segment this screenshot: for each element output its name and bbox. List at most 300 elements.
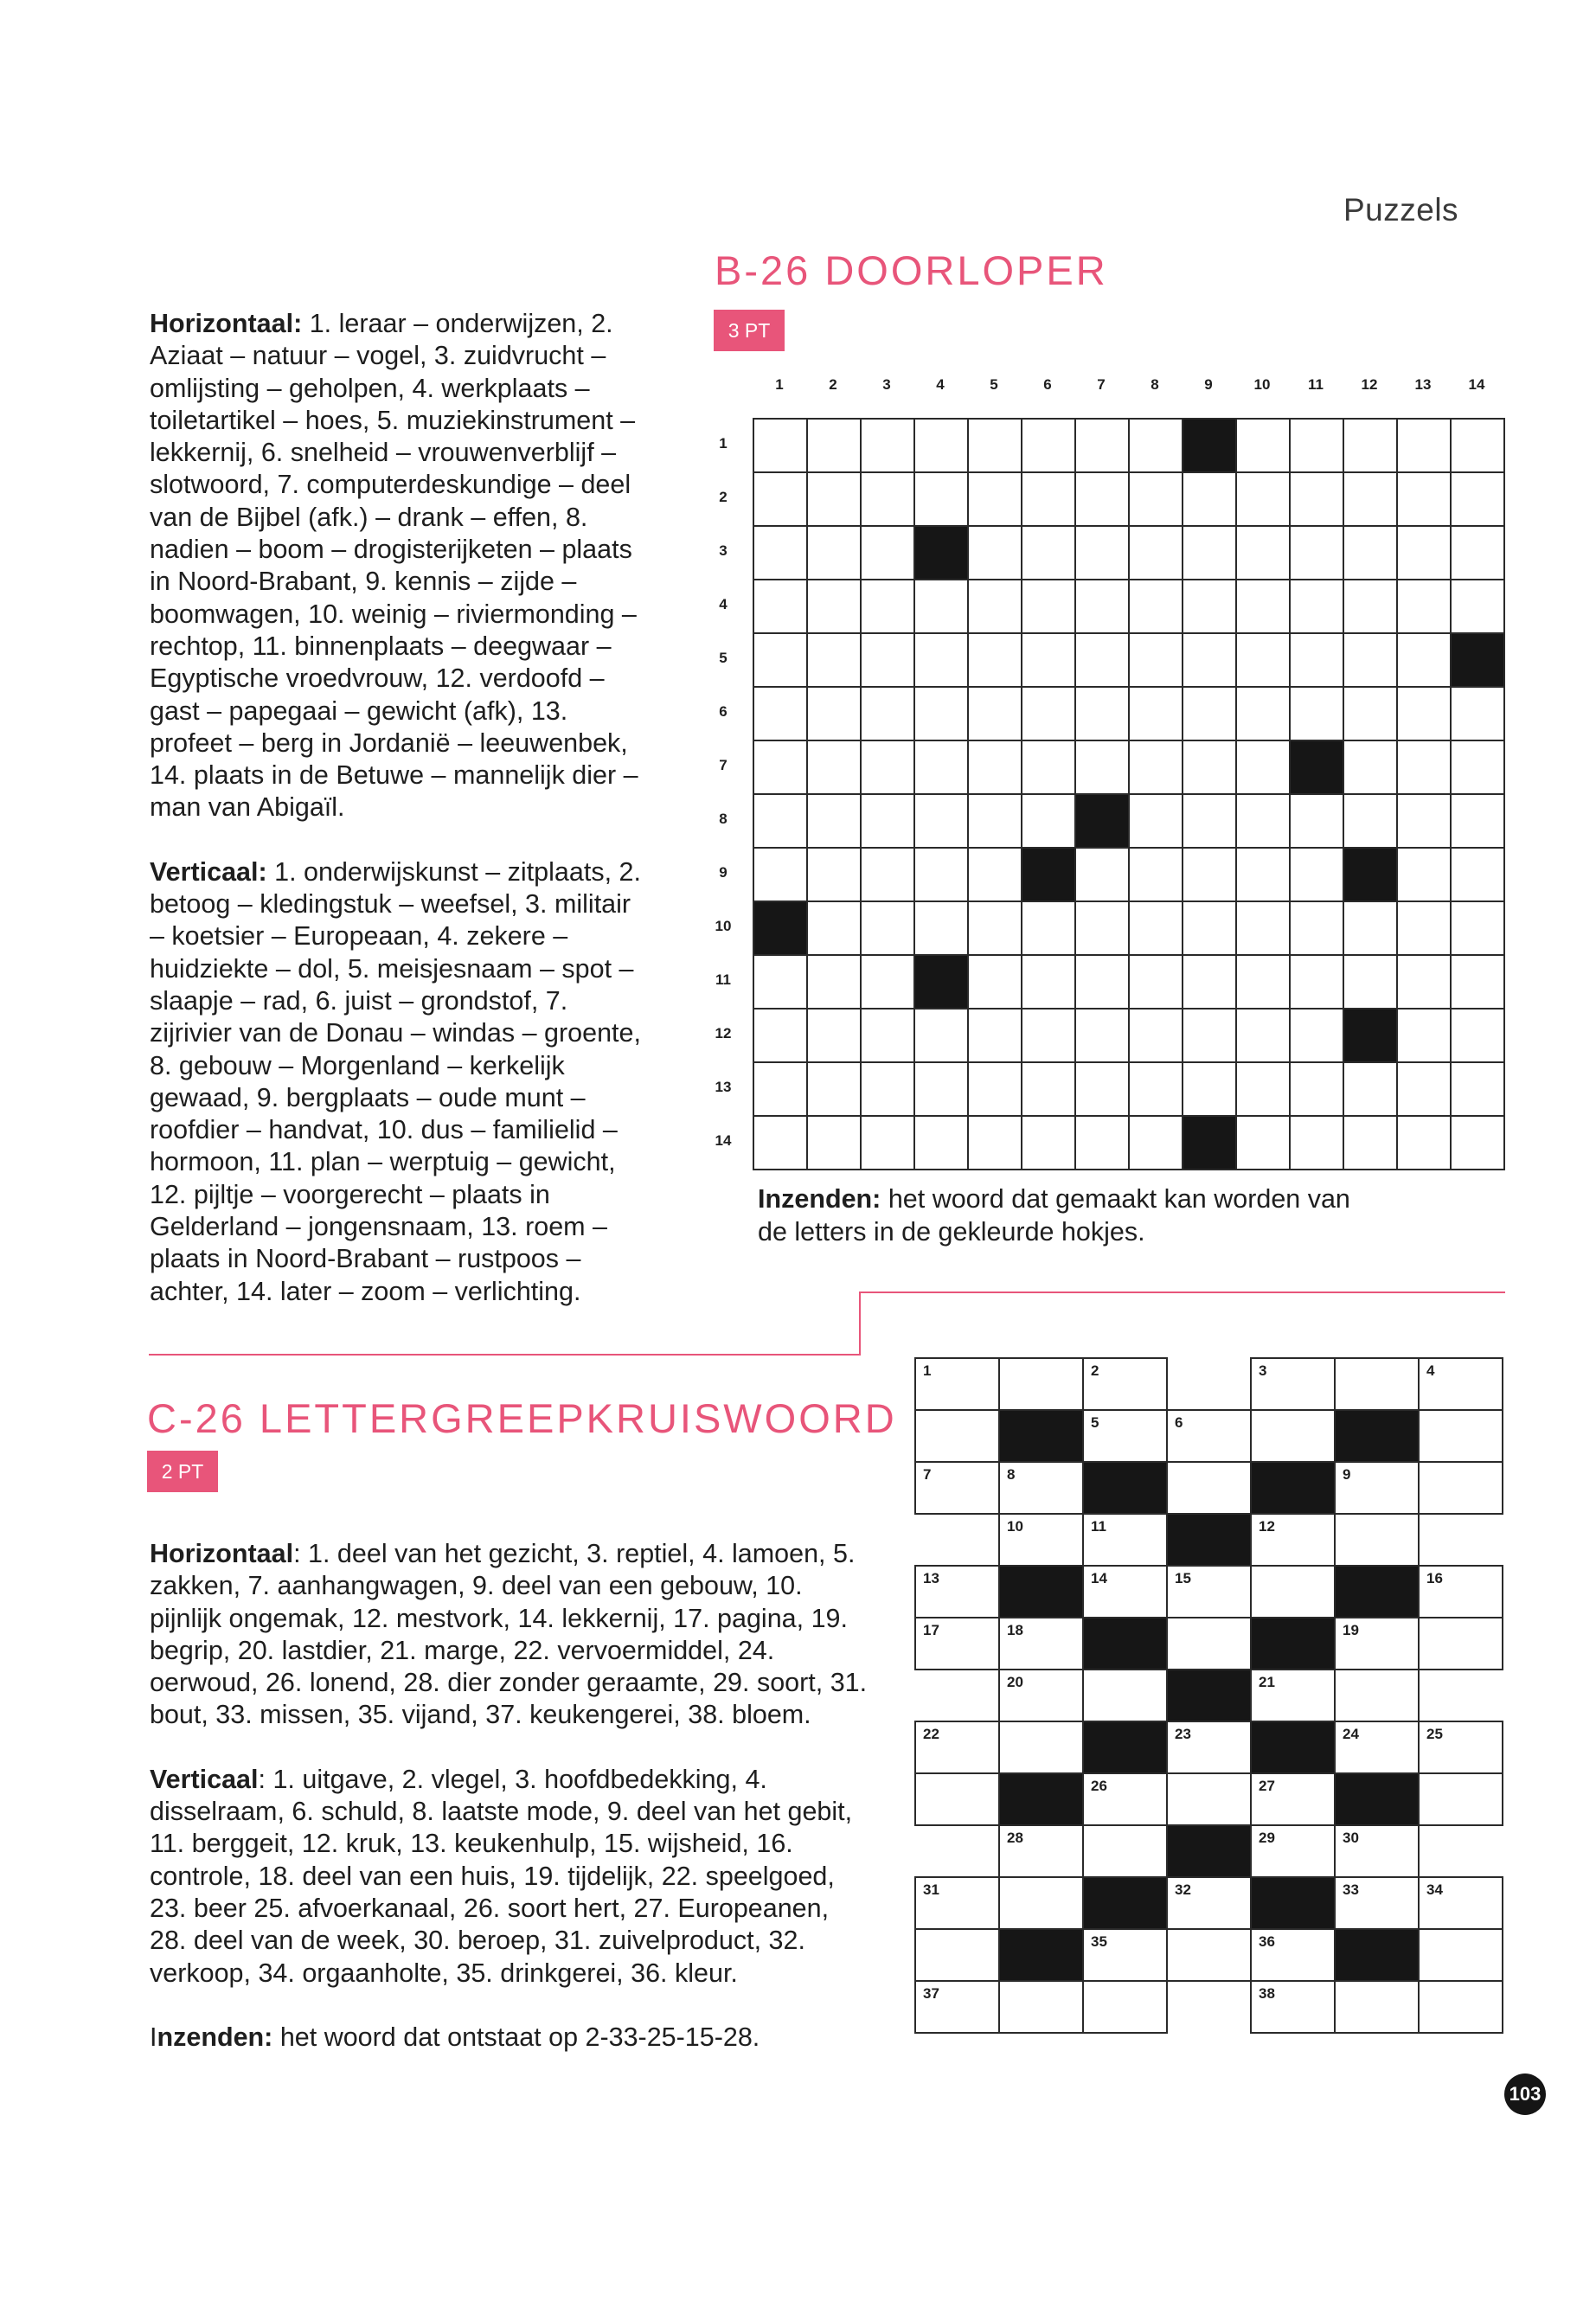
- b26-cell[interactable]: [968, 1009, 1022, 1062]
- b26-cell[interactable]: [1129, 526, 1183, 580]
- b26-cell[interactable]: [1183, 633, 1236, 687]
- c26-cell[interactable]: [1083, 1514, 1167, 1566]
- c26-cell[interactable]: [1251, 1566, 1335, 1618]
- b26-cell[interactable]: [968, 687, 1022, 740]
- c26-empty-space: [1419, 1825, 1503, 1877]
- b26-verticaal-text: 1. onderwijskunst – zitplaats, 2. betoog – kledingstuk – weefsel, 3. militair – koetsier – Europeaan, 4. zekere – huidziekte – dol, 5. meisjesnaam – spot – slaapje – rad, 6. juist – grondstof, 7. zijrivier van de Donau – windas – groente, 8. gebouw – Morgenland – kerkelijk gewaad, 9. bergplaats – oude munt – roofdier – handvat, 10. dus – familielid – hormoon, 11. plan – werptuig – gewicht, 12. pijltje – voorgerecht – plaats in Gelderland – jongensnaam, 13. roem – plaats in Noord-Brabant – rustpoos – achter, 14. later – zoom – verlichting.: [150, 856, 641, 1306]
- c26-cell[interactable]: [915, 1981, 999, 2033]
- c26-cell-number: 18: [1007, 1622, 1023, 1638]
- c26-cell[interactable]: [1419, 1462, 1503, 1514]
- b26-cell[interactable]: [914, 740, 968, 794]
- b26-column-number: 14: [1468, 376, 1485, 393]
- b26-cell[interactable]: [861, 1009, 914, 1062]
- b26-cell[interactable]: [1075, 633, 1129, 687]
- b26-cell[interactable]: [1343, 955, 1397, 1009]
- b26-cell[interactable]: [807, 740, 861, 794]
- b26-cell[interactable]: [861, 687, 914, 740]
- b26-black-cell: [1451, 633, 1504, 687]
- b26-cell[interactable]: [1236, 901, 1290, 955]
- b26-cell[interactable]: [807, 419, 861, 472]
- b26-cell[interactable]: [1183, 740, 1236, 794]
- c26-cell[interactable]: [1419, 1929, 1503, 1981]
- c26-cell[interactable]: [1083, 1410, 1167, 1462]
- b26-cell[interactable]: [753, 687, 807, 740]
- b26-cell[interactable]: [968, 1116, 1022, 1170]
- b26-cell[interactable]: [807, 955, 861, 1009]
- b26-cell[interactable]: [1290, 526, 1343, 580]
- c26-verticaal-text: : 1. uitgave, 2. vlegel, 3. hoofdbedekking, 4. disselraam, 6. schuld, 8. laatste mode, 9. deel van het gebit, 11. berggeit, 12. kruk, 13. keukenhulp, 15. wijsheid, 16. controle, 18. deel van een huis, 19. tijdelijk, 22. speelgoed, 23. beer 25. afvoerkanaal, 26. soort hert, 27. Europeanen, 28. deel van de week, 30. beroep, 31. zuivelproduct, 32. verkoop, 34. orgaanholte, 35. drinkgerei, 36. kleur.: [150, 1764, 853, 1988]
- b26-cell[interactable]: [1075, 472, 1129, 526]
- c26-cell[interactable]: [1167, 1721, 1251, 1773]
- c26-cell[interactable]: [1167, 1566, 1251, 1618]
- b26-cell[interactable]: [914, 1116, 968, 1170]
- c26-cell-number: 34: [1426, 1881, 1443, 1898]
- b26-cell[interactable]: [1451, 740, 1504, 794]
- b26-cell[interactable]: [1397, 901, 1451, 955]
- b26-cell[interactable]: [1236, 1009, 1290, 1062]
- b26-grid-row: [753, 633, 1504, 687]
- b26-cell[interactable]: [807, 1116, 861, 1170]
- c26-cell[interactable]: [1251, 1410, 1335, 1462]
- b26-cell[interactable]: [807, 1062, 861, 1116]
- b26-cell[interactable]: [1075, 526, 1129, 580]
- c26-horizontaal-text: : 1. deel van het gezicht, 3. reptiel, 4. lamoen, 5. zakken, 7. aanhangwagen, 9. deel van een gebouw, 10. pijnlijk ongemak, 12. mestvork, 14. lekkernij, 17. pagina, 19. begrip, 20. lastdier, 21. marge, 22. vervoermiddel, 24. oerwoud, 26. lonend, 28. dier zonder geraamte, 29. soort, 31. bout, 33. missen, 35. vijand, 37. keukengerei, 38. bloem.: [150, 1539, 868, 1730]
- c26-empty-space: [915, 1514, 999, 1566]
- c26-cell[interactable]: [1251, 1929, 1335, 1981]
- b26-cell[interactable]: [1022, 955, 1075, 1009]
- b26-cell[interactable]: [807, 901, 861, 955]
- c26-cell[interactable]: [915, 1773, 999, 1825]
- b26-cell[interactable]: [1129, 901, 1183, 955]
- b26-cell[interactable]: [1397, 848, 1451, 901]
- c26-cell[interactable]: [1419, 1566, 1503, 1618]
- b26-cell[interactable]: [1075, 740, 1129, 794]
- b26-cell[interactable]: [1236, 633, 1290, 687]
- c26-cell-number: 15: [1175, 1570, 1191, 1586]
- b26-cell[interactable]: [968, 633, 1022, 687]
- b26-cell[interactable]: [1129, 848, 1183, 901]
- c26-cell[interactable]: [915, 1618, 999, 1670]
- b26-cell[interactable]: [1290, 848, 1343, 901]
- b26-cell[interactable]: [1236, 419, 1290, 472]
- b26-cell[interactable]: [861, 955, 914, 1009]
- b26-cell[interactable]: [753, 633, 807, 687]
- b26-cell[interactable]: [1343, 794, 1397, 848]
- b26-grid-row: [753, 580, 1504, 633]
- b26-cell[interactable]: [1397, 740, 1451, 794]
- b26-cell[interactable]: [1397, 633, 1451, 687]
- b26-cell[interactable]: [1075, 419, 1129, 472]
- b26-horizontaal-label: Horizontaal:: [150, 309, 303, 338]
- c26-cell[interactable]: [1167, 1410, 1251, 1462]
- c26-horizontaal: [150, 1538, 868, 1732]
- b26-cell[interactable]: [1075, 901, 1129, 955]
- b26-cell[interactable]: [1075, 955, 1129, 1009]
- c26-cell[interactable]: [1251, 1981, 1335, 2033]
- b26-cell[interactable]: [1022, 472, 1075, 526]
- b26-cell[interactable]: [914, 1009, 968, 1062]
- c26-black-cell: [1083, 1721, 1167, 1773]
- b26-cell[interactable]: [1236, 1116, 1290, 1170]
- b26-cell[interactable]: [753, 794, 807, 848]
- b26-cell[interactable]: [914, 419, 968, 472]
- b26-cell[interactable]: [1075, 687, 1129, 740]
- c26-cell-number: 25: [1426, 1726, 1443, 1742]
- c26-grid-row: [915, 1877, 1503, 1929]
- b26-cell[interactable]: [1183, 794, 1236, 848]
- b26-cell[interactable]: [1022, 901, 1075, 955]
- b26-grid-row: [753, 472, 1504, 526]
- b26-cell[interactable]: [1397, 1116, 1451, 1170]
- b26-cell[interactable]: [1022, 419, 1075, 472]
- b26-cell[interactable]: [753, 740, 807, 794]
- b26-cell[interactable]: [753, 580, 807, 633]
- b26-cell[interactable]: [1290, 955, 1343, 1009]
- b26-cell[interactable]: [1290, 794, 1343, 848]
- b26-cell[interactable]: [807, 687, 861, 740]
- b26-cell[interactable]: [1343, 419, 1397, 472]
- b26-cell[interactable]: [914, 687, 968, 740]
- b26-cell[interactable]: [1290, 1009, 1343, 1062]
- b26-cell[interactable]: [807, 526, 861, 580]
- b26-cell[interactable]: [1183, 526, 1236, 580]
- b26-cell[interactable]: [1397, 1062, 1451, 1116]
- c26-cell[interactable]: [1419, 1410, 1503, 1462]
- b26-cell[interactable]: [1129, 955, 1183, 1009]
- b26-cell[interactable]: [1451, 794, 1504, 848]
- b26-cell[interactable]: [1236, 687, 1290, 740]
- c26-cell[interactable]: [1335, 1825, 1419, 1877]
- b26-cell[interactable]: [1451, 901, 1504, 955]
- b26-cell[interactable]: [1129, 633, 1183, 687]
- b26-cell[interactable]: [1343, 740, 1397, 794]
- b26-cell[interactable]: [1290, 580, 1343, 633]
- b26-cell[interactable]: [1022, 580, 1075, 633]
- c26-black-cell: [1167, 1670, 1251, 1721]
- b26-cell[interactable]: [1183, 848, 1236, 901]
- b26-cell[interactable]: [1183, 580, 1236, 633]
- c26-cell[interactable]: [999, 1825, 1083, 1877]
- b26-cell[interactable]: [1075, 580, 1129, 633]
- b26-cell[interactable]: [1343, 526, 1397, 580]
- b26-cell[interactable]: [1022, 740, 1075, 794]
- c26-cell[interactable]: [1419, 1721, 1503, 1773]
- b26-column-number: 10: [1253, 376, 1271, 393]
- b26-black-cell: [1183, 1116, 1236, 1170]
- b26-cell[interactable]: [1290, 419, 1343, 472]
- c26-cell-number: 24: [1343, 1726, 1359, 1742]
- b26-cell[interactable]: [1236, 740, 1290, 794]
- c26-cell[interactable]: [1335, 1670, 1419, 1721]
- b26-cell[interactable]: [1343, 633, 1397, 687]
- c26-cell[interactable]: [1251, 1825, 1335, 1877]
- b26-cell[interactable]: [968, 794, 1022, 848]
- b26-cell[interactable]: [968, 419, 1022, 472]
- b26-cell[interactable]: [968, 955, 1022, 1009]
- b26-cell[interactable]: [1022, 526, 1075, 580]
- c26-cell[interactable]: [1167, 1618, 1251, 1670]
- b26-cell[interactable]: [914, 633, 968, 687]
- b26-cell[interactable]: [861, 580, 914, 633]
- c26-cell[interactable]: [1167, 1773, 1251, 1825]
- b26-cell[interactable]: [1183, 955, 1236, 1009]
- c26-cell[interactable]: [1335, 1721, 1419, 1773]
- b26-cell[interactable]: [914, 580, 968, 633]
- b26-verticaal: [150, 856, 644, 1308]
- c26-cell-number: 17: [923, 1622, 939, 1638]
- b26-cell[interactable]: [968, 526, 1022, 580]
- c26-cell[interactable]: [1083, 1929, 1167, 1981]
- b26-cell[interactable]: [1451, 1116, 1504, 1170]
- b26-cell[interactable]: [1236, 794, 1290, 848]
- c26-cell[interactable]: [1419, 1618, 1503, 1670]
- b26-cell[interactable]: [914, 901, 968, 955]
- c26-cell[interactable]: [1251, 1514, 1335, 1566]
- c26-cell[interactable]: [1335, 1618, 1419, 1670]
- b26-cell[interactable]: [1451, 848, 1504, 901]
- c26-cell[interactable]: [915, 1566, 999, 1618]
- b26-cell[interactable]: [1343, 901, 1397, 955]
- b26-column-number: 11: [1308, 376, 1324, 393]
- b26-cell[interactable]: [1236, 955, 1290, 1009]
- b26-cell[interactable]: [1397, 472, 1451, 526]
- b26-cell[interactable]: [753, 955, 807, 1009]
- b26-cell[interactable]: [861, 740, 914, 794]
- c26-black-cell: [1083, 1462, 1167, 1514]
- c26-cell[interactable]: [999, 1981, 1083, 2033]
- b26-cell[interactable]: [1397, 580, 1451, 633]
- b26-cell[interactable]: [861, 526, 914, 580]
- b26-cell[interactable]: [753, 1062, 807, 1116]
- b26-cell[interactable]: [861, 901, 914, 955]
- b26-cell[interactable]: [1129, 580, 1183, 633]
- b26-column-number: 13: [1414, 376, 1432, 393]
- c26-cell[interactable]: [1419, 1877, 1503, 1929]
- b26-cell[interactable]: [807, 580, 861, 633]
- b26-row-number: 14: [715, 1132, 732, 1149]
- b26-cell[interactable]: [807, 1009, 861, 1062]
- c26-cell-number: 21: [1259, 1674, 1275, 1690]
- b26-cell[interactable]: [1022, 1116, 1075, 1170]
- b26-cell[interactable]: [753, 419, 807, 472]
- c26-cell-number: 32: [1175, 1881, 1191, 1898]
- c26-cell[interactable]: [1083, 1670, 1167, 1721]
- c26-cell[interactable]: [1167, 1877, 1251, 1929]
- b26-cell[interactable]: [1343, 580, 1397, 633]
- c26-cell-number: 11: [1091, 1518, 1106, 1535]
- b26-cell[interactable]: [1075, 848, 1129, 901]
- b26-cell[interactable]: [1129, 472, 1183, 526]
- b26-cell[interactable]: [1451, 955, 1504, 1009]
- b26-cell[interactable]: [807, 794, 861, 848]
- c26-cell[interactable]: [1251, 1670, 1335, 1721]
- c26-cell[interactable]: [915, 1877, 999, 1929]
- c26-cell[interactable]: [1083, 1773, 1167, 1825]
- c26-cell-number: 19: [1343, 1622, 1359, 1638]
- b26-cell[interactable]: [1236, 526, 1290, 580]
- c26-cell[interactable]: [915, 1410, 999, 1462]
- b26-cell[interactable]: [1075, 1116, 1129, 1170]
- b26-cell[interactable]: [1397, 526, 1451, 580]
- c26-cell[interactable]: [1335, 1514, 1419, 1566]
- b26-cell[interactable]: [1022, 1009, 1075, 1062]
- b26-cell[interactable]: [753, 1116, 807, 1170]
- c26-black-cell: [1251, 1462, 1335, 1514]
- b26-column-number: 6: [1043, 376, 1052, 393]
- c26-horizontaal-label: Horizontaal: [150, 1539, 294, 1568]
- c26-black-cell: [1335, 1773, 1419, 1825]
- b26-cell[interactable]: [861, 848, 914, 901]
- c26-cell[interactable]: [999, 1670, 1083, 1721]
- b26-cell[interactable]: [1451, 580, 1504, 633]
- b26-cell[interactable]: [1075, 1062, 1129, 1116]
- b26-cell[interactable]: [914, 1062, 968, 1116]
- c26-cell[interactable]: [915, 1721, 999, 1773]
- c26-cell[interactable]: [1335, 1462, 1419, 1514]
- b26-row-number: 9: [719, 864, 727, 881]
- b26-cell[interactable]: [861, 1062, 914, 1116]
- b26-black-cell: [1183, 419, 1236, 472]
- b26-cell[interactable]: [1290, 472, 1343, 526]
- b26-grid-row: [753, 901, 1504, 955]
- c26-cell[interactable]: [1167, 1462, 1251, 1514]
- b26-cell[interactable]: [1183, 472, 1236, 526]
- c26-cell[interactable]: [1335, 1981, 1419, 2033]
- c26-cell[interactable]: [1083, 1358, 1167, 1410]
- c26-cell[interactable]: [999, 1514, 1083, 1566]
- b26-cell[interactable]: [1397, 687, 1451, 740]
- b26-cell[interactable]: [1290, 687, 1343, 740]
- c26-cell[interactable]: [1419, 1981, 1503, 2033]
- c26-cell[interactable]: [915, 1358, 999, 1410]
- c26-cell-number: 13: [923, 1570, 939, 1586]
- b26-black-cell: [914, 526, 968, 580]
- c26-cell[interactable]: [999, 1618, 1083, 1670]
- b26-cell[interactable]: [1129, 1009, 1183, 1062]
- c26-cell[interactable]: [1083, 1981, 1167, 2033]
- b26-cell[interactable]: [1183, 901, 1236, 955]
- b26-cell[interactable]: [1236, 580, 1290, 633]
- b26-grid-row: [753, 1062, 1504, 1116]
- b26-cell[interactable]: [968, 580, 1022, 633]
- b26-cell[interactable]: [1397, 955, 1451, 1009]
- c26-cell[interactable]: [1083, 1825, 1167, 1877]
- c26-cell[interactable]: [1251, 1773, 1335, 1825]
- b26-cell[interactable]: [1129, 794, 1183, 848]
- b26-cell[interactable]: [914, 472, 968, 526]
- b26-cell[interactable]: [1022, 794, 1075, 848]
- b26-cell[interactable]: [1022, 687, 1075, 740]
- b26-cell[interactable]: [1397, 1009, 1451, 1062]
- b26-cell[interactable]: [1290, 633, 1343, 687]
- b26-cell[interactable]: [807, 848, 861, 901]
- b26-cell[interactable]: [807, 472, 861, 526]
- b26-cell[interactable]: [753, 472, 807, 526]
- c26-cell[interactable]: [1419, 1358, 1503, 1410]
- b26-cell[interactable]: [968, 472, 1022, 526]
- c26-cell[interactable]: [999, 1462, 1083, 1514]
- b26-cell[interactable]: [1343, 1062, 1397, 1116]
- b26-cell[interactable]: [1451, 526, 1504, 580]
- b26-cell[interactable]: [753, 848, 807, 901]
- b26-cell[interactable]: [807, 633, 861, 687]
- c26-cell[interactable]: [1335, 1877, 1419, 1929]
- b26-cell[interactable]: [1451, 1062, 1504, 1116]
- b26-cell[interactable]: [1075, 1009, 1129, 1062]
- b26-cell[interactable]: [861, 633, 914, 687]
- b26-cell[interactable]: [1022, 633, 1075, 687]
- b26-cell[interactable]: [1236, 1062, 1290, 1116]
- b26-cell[interactable]: [861, 794, 914, 848]
- b26-cell[interactable]: [1129, 687, 1183, 740]
- c26-cell-number: 2: [1091, 1362, 1099, 1379]
- b26-cell[interactable]: [1451, 1009, 1504, 1062]
- b26-cell[interactable]: [968, 740, 1022, 794]
- c26-cell[interactable]: [915, 1929, 999, 1981]
- b26-cell[interactable]: [1022, 1062, 1075, 1116]
- b26-cell[interactable]: [753, 526, 807, 580]
- b26-cell[interactable]: [753, 1009, 807, 1062]
- b26-grid-area: [715, 376, 1505, 1169]
- b26-cell[interactable]: [1397, 419, 1451, 472]
- c26-cell[interactable]: [999, 1877, 1083, 1929]
- b26-cell[interactable]: [1129, 1062, 1183, 1116]
- c26-inzenden-text: het woord dat ontstaat op 2-33-25-15-28.: [272, 2022, 760, 2052]
- c26-cell[interactable]: [1335, 1358, 1419, 1410]
- c26-cell[interactable]: [1083, 1566, 1167, 1618]
- c26-cell[interactable]: [1419, 1773, 1503, 1825]
- b26-cell[interactable]: [1236, 472, 1290, 526]
- b26-cell[interactable]: [1236, 848, 1290, 901]
- b26-cell[interactable]: [1290, 901, 1343, 955]
- b26-cell[interactable]: [1451, 419, 1504, 472]
- b26-cell[interactable]: [1183, 1009, 1236, 1062]
- b26-cell[interactable]: [914, 848, 968, 901]
- b26-cell[interactable]: [1343, 1116, 1397, 1170]
- b26-cell[interactable]: [1451, 472, 1504, 526]
- b26-verticaal-label: Verticaal:: [150, 856, 267, 887]
- b26-cell[interactable]: [1343, 687, 1397, 740]
- b26-cell[interactable]: [1343, 472, 1397, 526]
- c26-cell[interactable]: [1251, 1358, 1335, 1410]
- divider-bottom: [149, 1354, 861, 1356]
- b26-cell[interactable]: [861, 419, 914, 472]
- b26-cell[interactable]: [914, 794, 968, 848]
- b26-cell[interactable]: [1183, 687, 1236, 740]
- c26-empty-space: [915, 1825, 999, 1877]
- c26-cell[interactable]: [999, 1358, 1083, 1410]
- b26-cell[interactable]: [968, 1062, 1022, 1116]
- c26-cell-number: 36: [1259, 1933, 1275, 1950]
- b26-cell[interactable]: [968, 901, 1022, 955]
- b26-cell[interactable]: [1290, 1116, 1343, 1170]
- c26-cell[interactable]: [999, 1721, 1083, 1773]
- b26-cell[interactable]: [968, 848, 1022, 901]
- c26-cell[interactable]: [915, 1462, 999, 1514]
- c26-cell[interactable]: [1167, 1929, 1251, 1981]
- b26-cell[interactable]: [861, 1116, 914, 1170]
- b26-cell[interactable]: [1129, 740, 1183, 794]
- b26-cell[interactable]: [1397, 794, 1451, 848]
- b26-cell[interactable]: [1290, 1062, 1343, 1116]
- b26-cell[interactable]: [861, 472, 914, 526]
- c26-cell-number: 9: [1343, 1466, 1351, 1483]
- b26-cell[interactable]: [1129, 419, 1183, 472]
- b26-cell[interactable]: [1129, 1116, 1183, 1170]
- b26-cell[interactable]: [1451, 687, 1504, 740]
- b26-cell[interactable]: [1183, 1062, 1236, 1116]
- c26-black-cell: [1251, 1618, 1335, 1670]
